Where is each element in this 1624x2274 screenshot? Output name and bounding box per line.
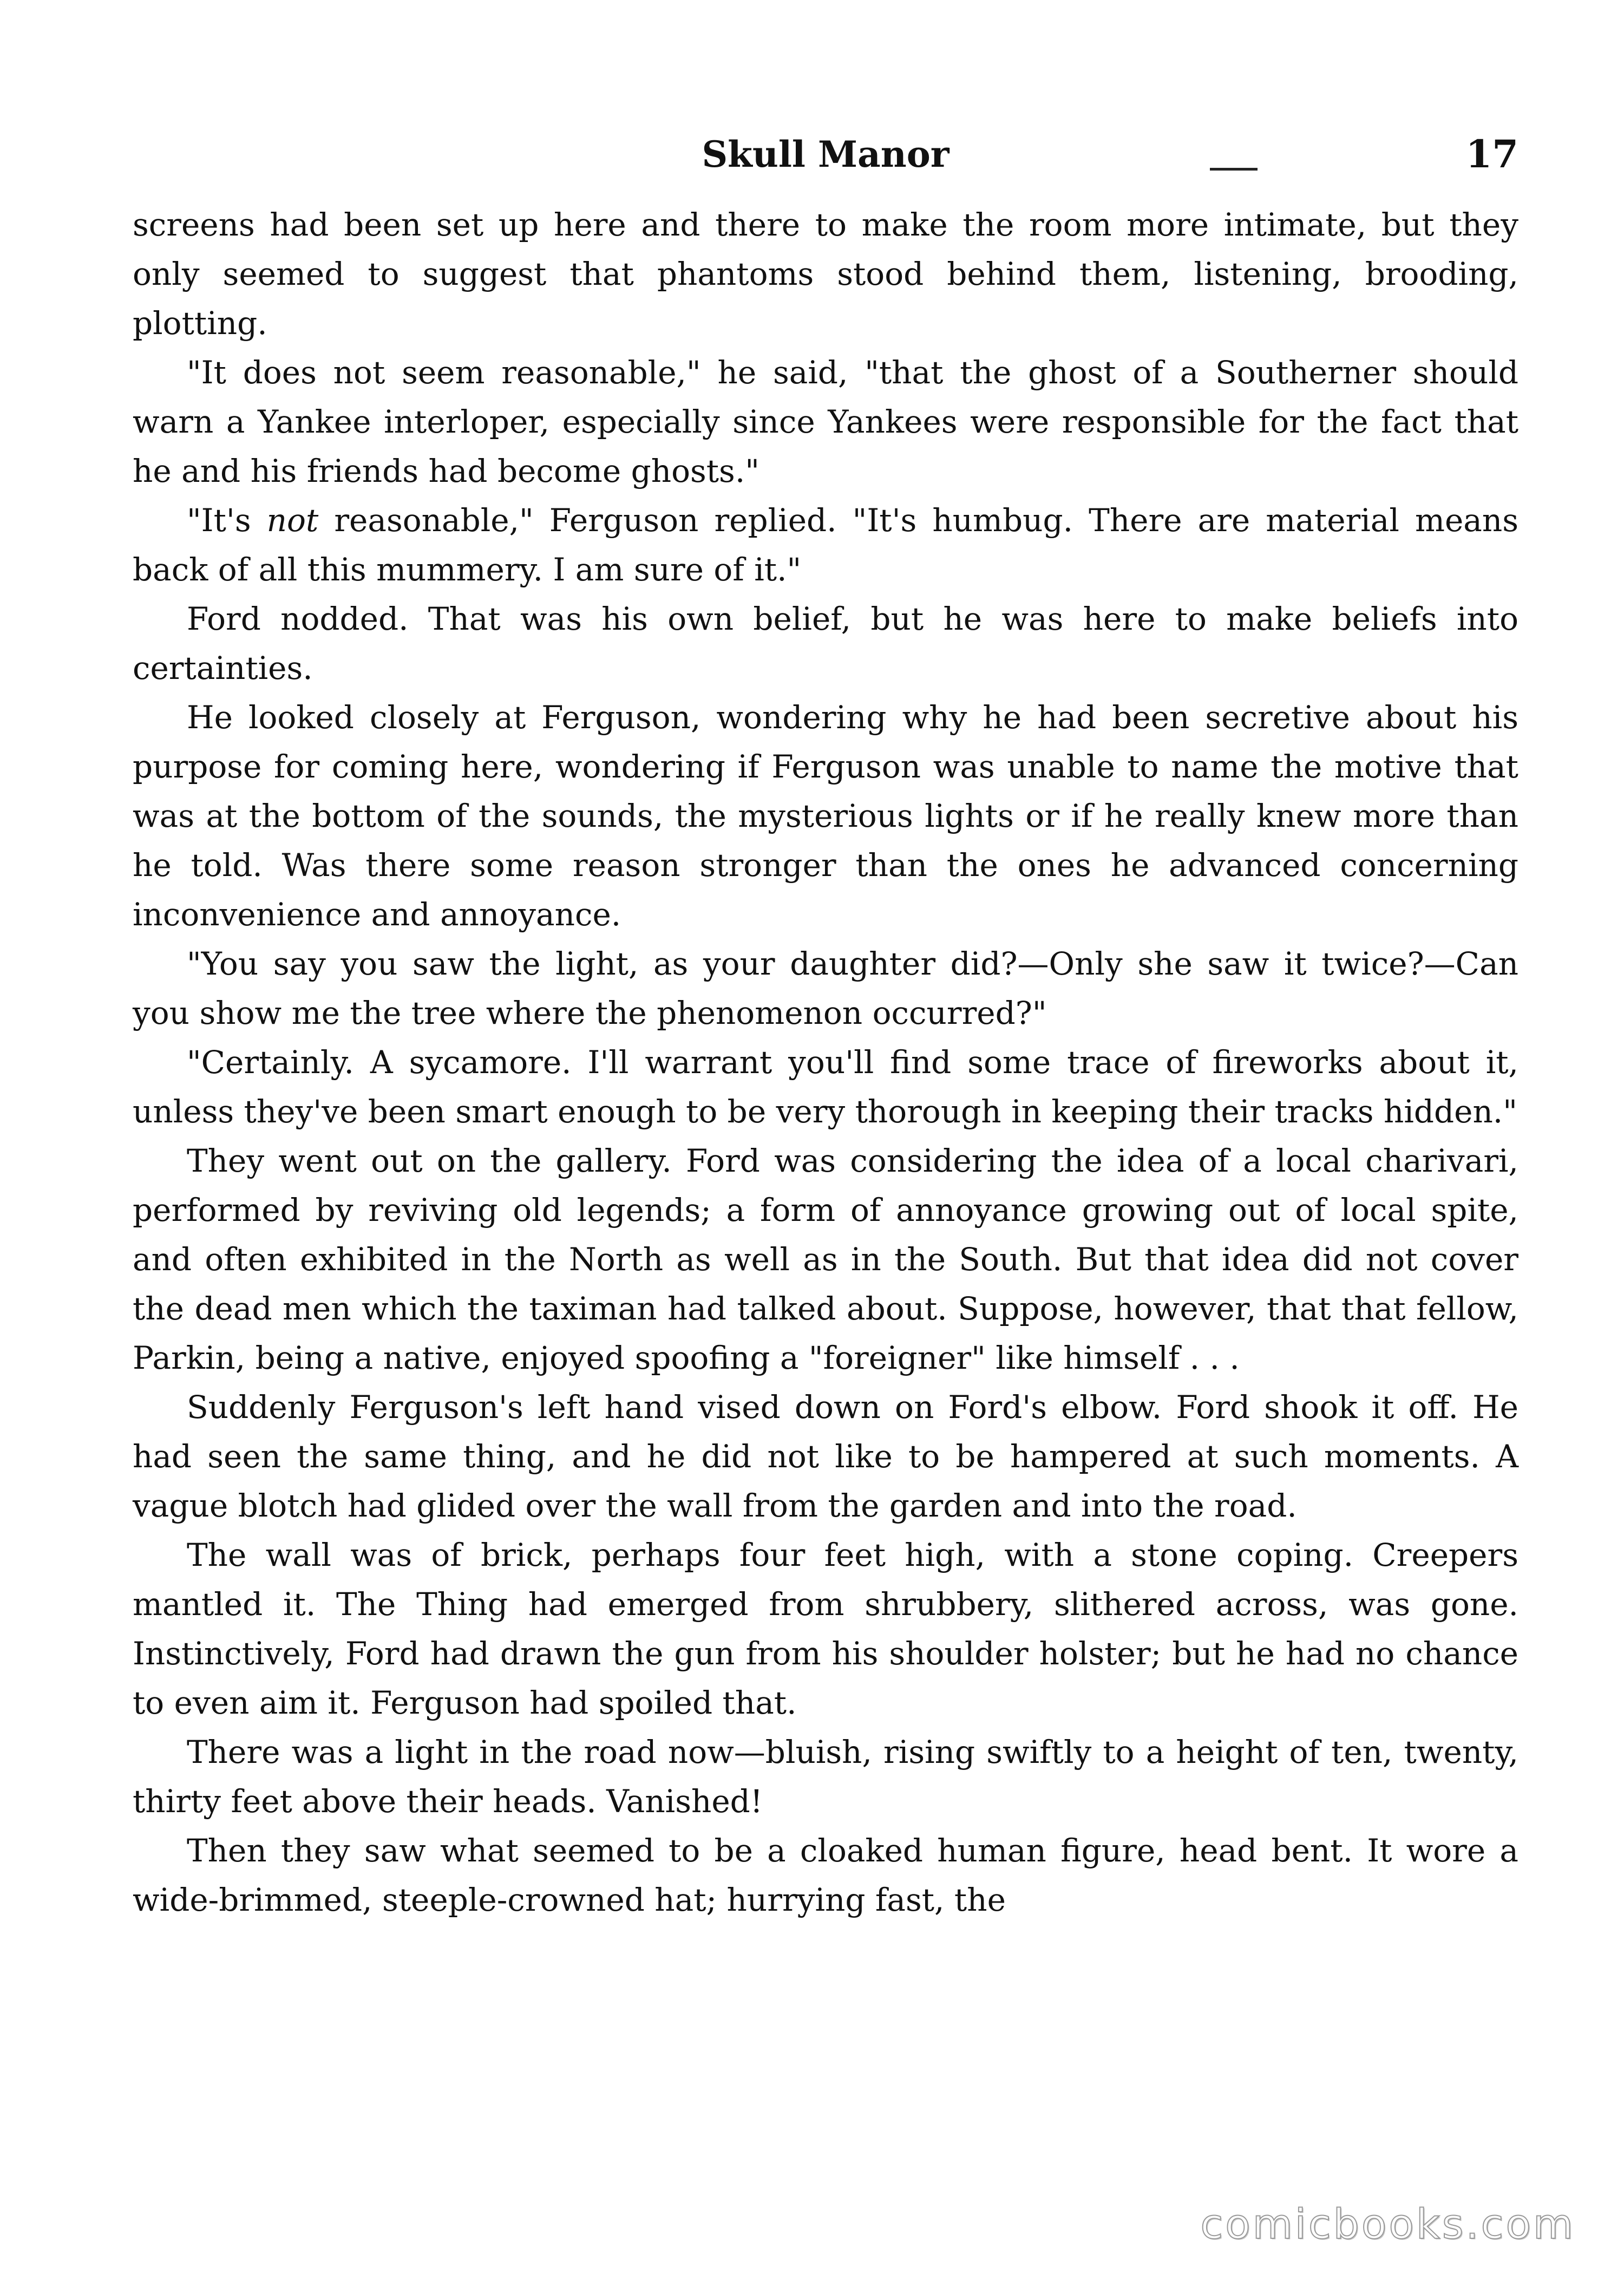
page-header [133,125,1518,184]
watermark: comicbooks.com [1200,2200,1575,2248]
paragraph: Suddenly Ferguson's left hand vised down on Ford's elbow. Ford shook it off. He had seen the same thing, and he did not like to be hampered at such moments. A vague blotch had glided over the wall from the garden and into the road. [133,1389,1518,1524]
body-text [133,200,1518,1925]
paragraph: There was a light in the road now—bluish, rising swiftly to a height of ten, twenty, thirty feet above their heads. Vanished! [133,1734,1518,1820]
paragraph: "It does not seem reasonable," he said, "that the ghost of a Southerner should warn a Yankee interloper, especially since Yankees were responsible for the fact that he and his friends had become ghosts." [133,354,1518,489]
paragraph: They went out on the gallery. Ford was considering the idea of a local charivari, performed by reviving old legends; a form of annoyance growing out of local spite, and often exhibited in the North as well as in the South. But that idea did not cover the dead men which the taximan had talked about. Suppose, however, that that fellow, Parkin, being a native, enjoyed spoofing a "foreigner" like himself . . . [133,1142,1518,1376]
running-title: Skull Manor [702,133,949,175]
paragraph [133,496,1518,594]
emphasis: not [266,502,319,539]
paragraph: screens had been set up here and there to make the room more intimate, but they only seemed to suggest that phantoms stood behind them, listening, brooding, plotting. [133,206,1518,342]
text-run: reasonable," Ferguson replied. "It's humbug. There are material means back of all this mummery. I am sure of it." [133,502,1518,588]
paragraph: Then they saw what seemed to be a cloaked human figure, head bent. It wore a wide-brimmed, steeple-crowned hat; hurrying fast, the [133,1832,1518,1918]
paragraph: "Certainly. A sycamore. I'll warrant you'll find some trace of fireworks about it, unless they've been smart enough to be very thorough in keeping their tracks hidden." [133,1044,1518,1130]
page-number: 17 [1465,132,1518,177]
paragraph: Ford nodded. That was his own belief, but he was here to make beliefs into certainties. [133,600,1518,687]
paragraph: "You say you saw the light, as your daughter did?—Only she saw it twice?—Can you show me the tree where the phenomenon occurred?" [133,945,1518,1031]
paragraph: He looked closely at Ferguson, wondering why he had been secretive about his purpose for coming here, wondering if Ferguson was unable to name the motive that was at the bottom of the sounds, the mysterious lights or if he really knew more than he told. Was there some reason stronger than the ones he advanced concerning inconvenience and annoyance. [133,699,1518,933]
paragraph: The wall was of brick, perhaps four feet high, with a stone coping. Creepers mantled it. The Thing had emerged from shrubbery, slithered across, was gone. Instinctively, Ford had drawn the gun from his shoulder holster; but he had no chance to even aim it. Ferguson had spoiled that. [133,1537,1518,1721]
text-run: "It's [187,502,267,539]
header-rule [1210,168,1258,171]
